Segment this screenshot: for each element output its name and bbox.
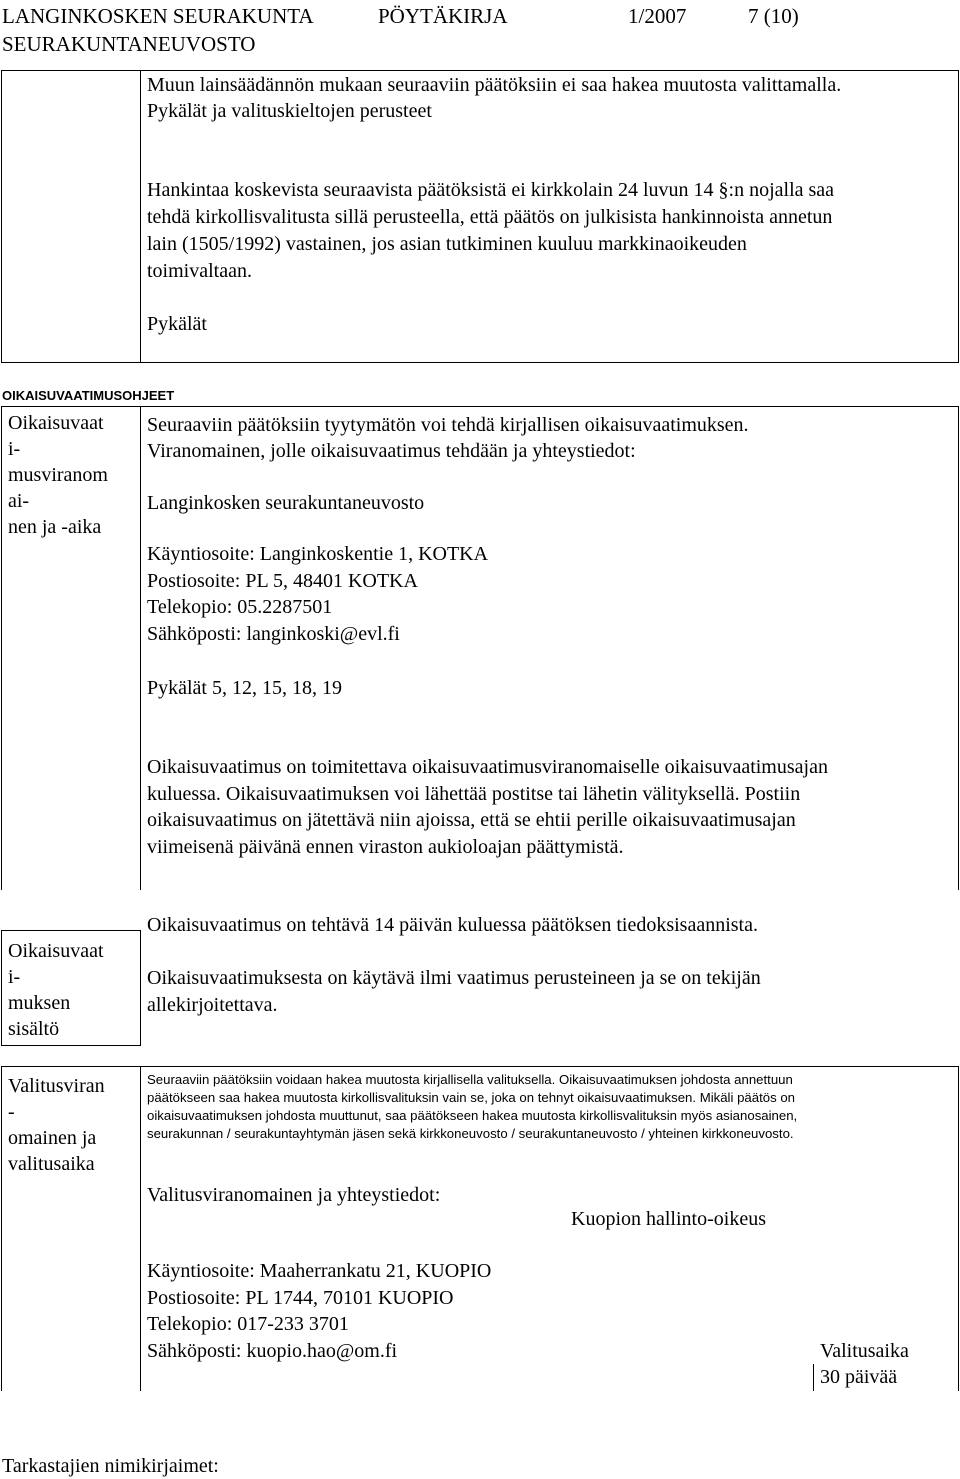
oikaisu-delivery: Oikaisuvaatimus on toimitettava oikaisuvaatimusviranomaiselle oikaisuvaatimusajan kuluessa. Oikaisuvaatimuksen voi lähettää postitse tai lähetin välityksellä. Postiin oikaisuvaatimus on jätettävä niin ajoissa, että se ehtii perille oikaisuvaatimusajan viimeisenä päivänä ennen viraston aukioloajan päättymistä. — [147, 756, 828, 858]
oikaisu-address: Käyntiosoite: Langinkoskentie 1, KOTKA Postiosoite: PL 5, 48401 KOTKA Telekopio: 05.2287501 Sähköposti: langinkoski@evl.fi — [147, 543, 489, 645]
sisalto-left-border — [1, 930, 2, 1045]
valitus-time-label: Valitusaika — [820, 1340, 909, 1362]
valitus-contact-title: Valitusviranomainen ja yhteystiedot: — [147, 1184, 441, 1206]
oikaisu-right-border — [958, 406, 959, 890]
oikaisu-top-border — [1, 406, 959, 407]
ohjeet-title: OIKAISUVAATIMUSOHJEET — [2, 388, 175, 403]
valitus-top-border — [1, 1066, 959, 1067]
valitus-time-border — [813, 1364, 814, 1391]
oikaisu-authority: Langinkosken seurakuntaneuvosto — [147, 492, 425, 514]
oikaisu-line2: Viranomainen, jolle oikaisuvaatimus tehdään ja yhteystiedot: — [147, 440, 636, 462]
table-mid-border — [140, 70, 141, 362]
valitus-address: Käyntiosoite: Maaherrankatu 21, KUOPIO Postiosoite: PL 1744, 70101 KUOPIO Telekopio: 017-233 3701 Sähköposti: kuopio.hao@om.fi — [147, 1260, 492, 1362]
table-top-border — [1, 70, 959, 71]
no-appeal-paragraph: Hankintaa koskevista seuraavista päätöksistä ei kirkkolain 24 luvun 14 §:n nojalla saa tehdä kirkollisvalitusta sillä perusteella, että päätös on julkisista hankinnoista annetun lain (1505/1992) vastainen, jos asian tutkiminen kuuluu markkinaoikeuden toimivaltaan. — [147, 179, 835, 282]
no-appeal-subtitle: Pykälät ja valituskieltojen perusteet — [147, 100, 432, 122]
oikaisu-pykalat: Pykälät 5, 12, 15, 18, 19 — [147, 677, 342, 699]
valitus-label: Valitusviran - omainen ja valitusaika — [8, 1075, 105, 1175]
sisalto-mid-border — [140, 930, 141, 1045]
table-left-border — [1, 70, 2, 362]
no-appeal-pykalat: Pykälät — [147, 313, 207, 335]
header-page: 7 (10) — [748, 4, 799, 28]
oikaisu-line1: Seuraaviin päätöksiin tyytymätön voi tehdä kirjallisen oikaisuvaatimuksen. — [147, 414, 749, 436]
table-bottom-border — [1, 362, 959, 363]
header-body: SEURAKUNTANEUVOSTO — [2, 32, 256, 56]
no-appeal-intro: Muun lainsäädännön mukaan seuraaviin päätöksiin ei saa hakea muutosta valittamalla. — [147, 74, 842, 96]
oikaisu-left-border — [1, 406, 2, 890]
valitus-left-border — [1, 1066, 2, 1391]
sisalto-top-border — [1, 930, 141, 931]
sisalto-text: Oikaisuvaatimuksesta on käytävä ilmi vaatimus perusteineen ja se on tekijän allekirjoitettava. — [147, 967, 761, 1016]
valitus-small-text: Seuraaviin päätöksiin voidaan hakea muutosta kirjallisella valituksella. Oikaisuvaatimuksen johdosta annettuun päätökseen saa hakea muutosta kirkollisvalituksin vain se, joka on tehnyt oikaisuvaatimuksen. Mikäli päätös on oikaisuvaatimuksen johdosta muuttunut, saa päätökseen hakea muutosta kirkollisvalituksin myös asianosainen, seurakunnan / seurakuntayhtymän jäsen sekä kirkkoneuvosto / seurakuntaneuvosto / yhteinen kirkkoneuvosto. — [147, 1072, 798, 1141]
oikaisu-deadline: Oikaisuvaatimus on tehtävä 14 päivän kuluessa päätöksen tiedoksisaannista. — [147, 914, 758, 936]
table-right-border — [958, 70, 959, 362]
sisalto-bottom-border — [1, 1045, 141, 1046]
oikaisu-mid-border — [140, 406, 141, 890]
footer-initials: Tarkastajien nimikirjaimet: — [2, 1455, 219, 1477]
valitus-court: Kuopion hallinto-oikeus — [571, 1208, 766, 1230]
valitus-right-border — [958, 1066, 959, 1391]
header-doctype: PÖYTÄKIRJA — [378, 4, 508, 28]
valitus-mid-border — [140, 1066, 141, 1391]
valitus-time-value: 30 päivää — [820, 1366, 898, 1388]
sisalto-label: Oikaisuvaat i- muksen sisältö — [8, 940, 104, 1040]
oikaisu-label: Oikaisuvaat i- musviranom ai- nen ja -aika — [8, 412, 108, 538]
header-org: LANGINKOSKEN SEURAKUNTA — [2, 4, 314, 28]
header-number: 1/2007 — [628, 4, 687, 28]
